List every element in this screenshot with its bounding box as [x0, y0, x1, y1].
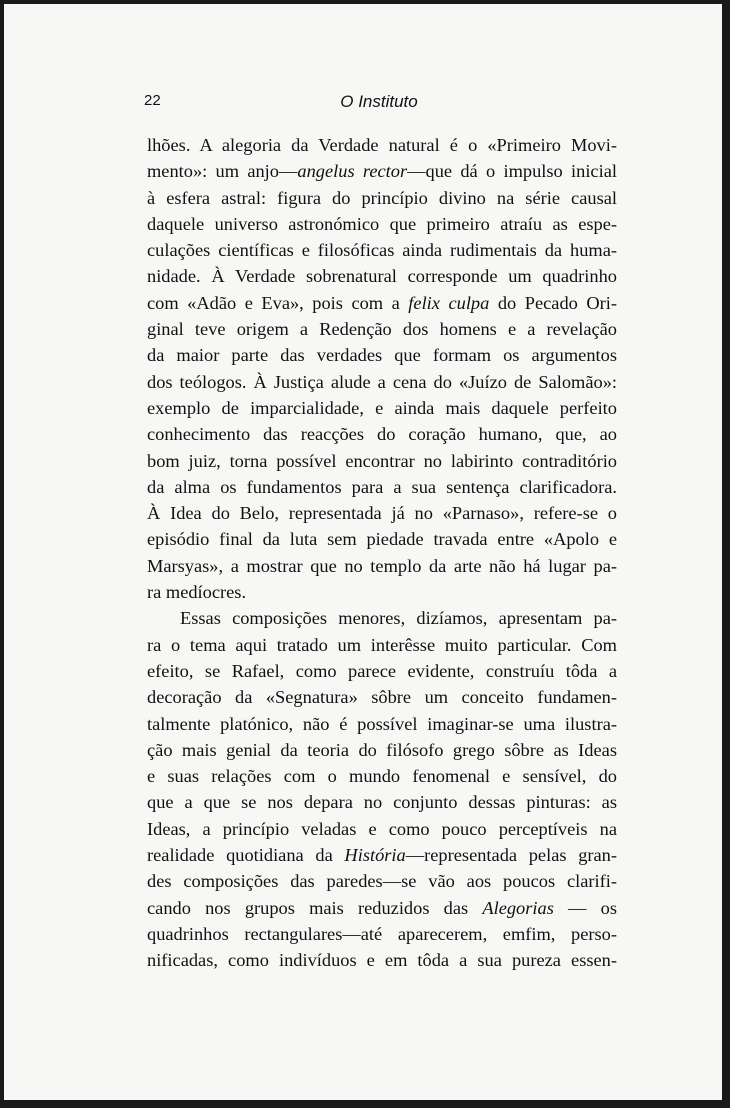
latin-phrase: angelus rector [297, 161, 408, 182]
document-page [4, 4, 722, 1100]
running-title: O Instituto [340, 92, 418, 111]
text-line: da alma os fundamentos para a sua sentença clarificadora. [147, 476, 617, 497]
text-line: exemplo de imparcialidade, e ainda mais daquele perfeito [147, 397, 617, 418]
text-line: episódio final da luta sem piedade travada entre «Apolo e [147, 529, 617, 550]
text-line [147, 158, 617, 184]
text-line: à esfera astral: figura do princípio divino na série causal [147, 187, 617, 208]
text-run: — os [553, 897, 617, 918]
text-run: mento»: um anjo— [147, 161, 298, 182]
body-text [147, 132, 617, 974]
text-line: nidade. À Verdade sobrenatural corresponde um quadrinho [147, 266, 617, 287]
text-line: Marsyas», a mostrar que no templo da arte não há lugar pa- [147, 555, 617, 576]
text-line: da maior parte das verdades que formam os argumentos [147, 345, 617, 366]
page-header [144, 92, 614, 116]
latin-phrase: felix culpa [408, 292, 490, 313]
text-line: nificadas, como indivíduos e em tôda a sua pureza essen- [147, 950, 617, 971]
text-line: ra o tema aqui tratado um interêsse muito particular. Com [147, 634, 617, 655]
text-run: —representada pelas gran- [405, 845, 618, 866]
text-line: lhões. A alegoria da Verdade natural é o «Primeiro Movi- [147, 135, 617, 155]
text-line: talmente platónico, não é possível imaginar-se uma ilustra- [147, 713, 617, 734]
text-line: Ideas, a princípio veladas e como pouco perceptíveis na [147, 818, 617, 839]
text-run: —que dá o impulso inicial [407, 161, 617, 182]
text-line: efeito, se Rafael, como parece evidente, construíu tôda a [147, 660, 617, 681]
text-line: e suas relações com o mundo fenomenal e sensível, do [147, 766, 617, 787]
text-line [147, 842, 617, 868]
text-line: decoração da «Segnatura» sôbre um conceito fundamen- [147, 687, 617, 708]
text-line: Essas composições menores, dizíamos, apresentam pa- [180, 608, 617, 629]
emphasis: História [344, 845, 406, 866]
text-line: culações científicas e filosóficas ainda rudimentais da huma- [147, 240, 617, 261]
text-run: realidade quotidiana da [147, 845, 345, 866]
text-run: do Pecado Ori- [489, 292, 617, 313]
text-line: bom juiz, torna possível encontrar no labirinto contraditório [147, 450, 617, 471]
text-line: que a que se nos depara no conjunto dessas pinturas: as [147, 792, 617, 813]
text-line [147, 290, 617, 316]
text-line: des composições das paredes—se vão aos poucos clarifi- [147, 871, 617, 892]
text-line: À Idea do Belo, representada já no «Parnaso», refere-se o [147, 503, 617, 524]
text-run: cando nos grupos mais reduzidos das [147, 897, 483, 918]
text-line: ra medíocres. [147, 582, 247, 603]
text-line: quadrinhos rectangulares—até aparecerem, emfim, perso- [147, 923, 617, 944]
text-line [147, 895, 617, 921]
text-line: dos teólogos. À Justiça alude a cena do «Juízo de Salomão»: [147, 371, 617, 392]
text-line: conhecimento das reacções do coração humano, que, ao [147, 424, 617, 445]
text-line: daquele universo astronómico que primeiro atraíu as espe- [147, 213, 617, 234]
text-run: com «Adão e Eva», pois com a [147, 292, 409, 313]
emphasis: Alegorias [482, 897, 554, 918]
page-number: 22 [144, 92, 161, 109]
text-line: ginal teve origem a Redenção dos homens e a revelação [147, 319, 617, 340]
text-line: ção mais genial da teoria do filósofo grego sôbre as Ideas [147, 739, 617, 760]
